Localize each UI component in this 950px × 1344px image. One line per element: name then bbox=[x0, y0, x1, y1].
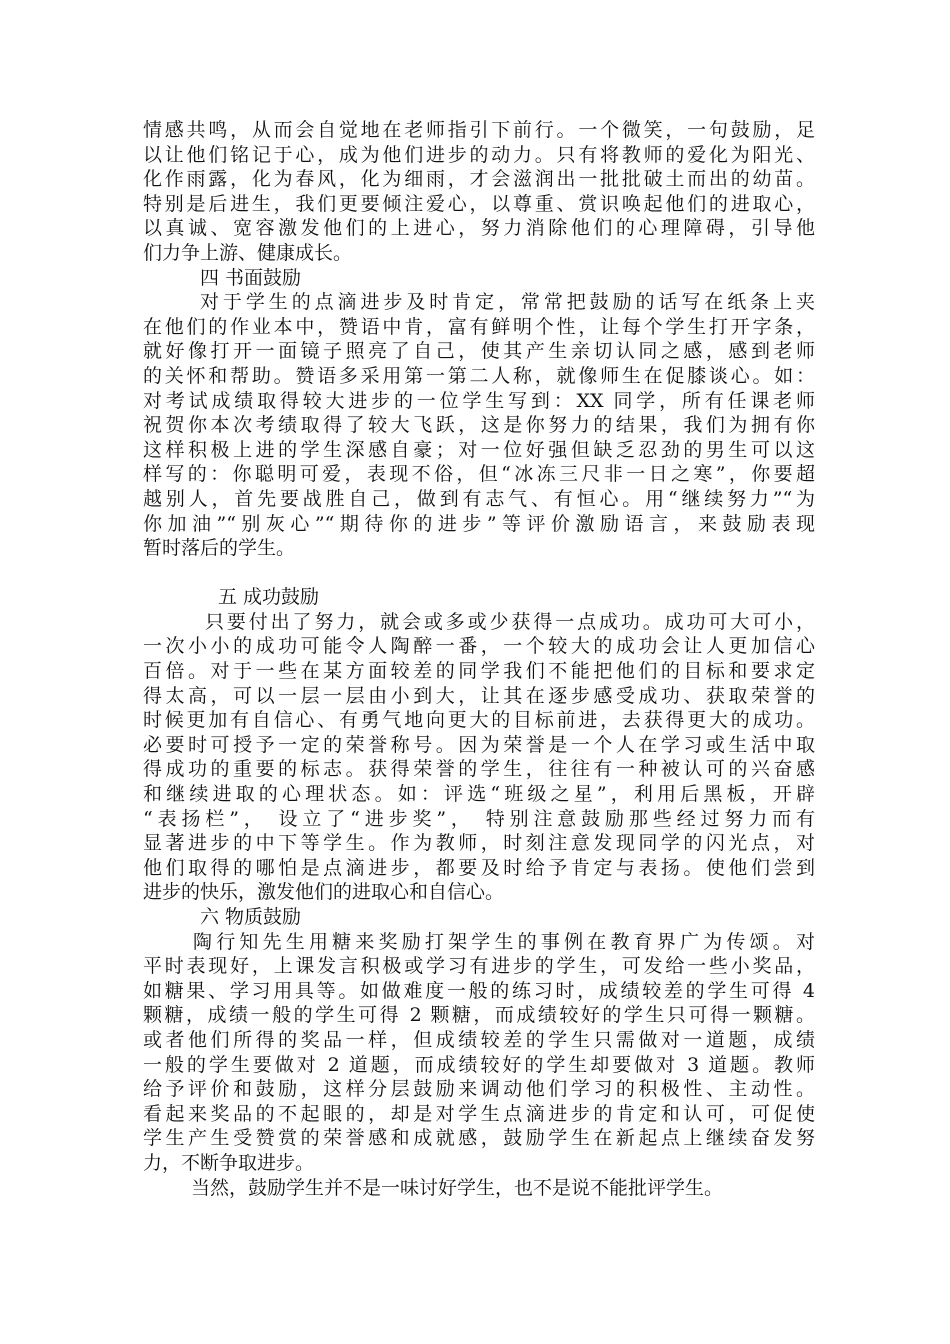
section-heading-written-encouragement: 四 书面鼓励 bbox=[200, 266, 302, 289]
text-line: 他们取得的哪怕是点滴进步，都要及时给予肯定与表扬。使他们尝到 bbox=[143, 856, 815, 879]
text-line: “表扬栏”， 设立了“进步奖”， 特别注意鼓励那些经过努力而有 bbox=[143, 807, 815, 830]
text-line: 显著进步的中下等学生。作为教师，时刻注意发现同学的闪光点，对 bbox=[143, 832, 815, 855]
document-body bbox=[143, 118, 815, 1200]
text-line: 特别是后进生，我们更要倾注爱心，以尊重、赏识唤起他们的进取心， bbox=[143, 192, 815, 215]
text-line: 暂时落后的学生。 bbox=[143, 537, 296, 560]
text-line: 百倍。对于一些在某方面较差的同学我们不能把他们的目标和要求定 bbox=[143, 660, 815, 683]
text-line: 一般的学生要做对 2 道题，而成绩较好的学生却要做对 3 道题。教师 bbox=[143, 1053, 815, 1076]
paragraph-success-encouragement bbox=[143, 610, 815, 905]
text-line: 时候更加有自信心、有勇气地向更大的目标前进，去获得更大的成功。 bbox=[143, 709, 815, 732]
text-line: 对于学生的点滴进步及时肯定，常常把鼓励的话写在纸条上夹 bbox=[200, 291, 815, 314]
text-line: 学生产生受赞赏的荣誉感和成就感，鼓励学生在新起点上继续奋发努 bbox=[143, 1127, 815, 1150]
text-line: 以让他们铭记于心，成为他们进步的动力。只有将教师的爱化为阳光、 bbox=[143, 143, 815, 166]
paragraph-material-encouragement bbox=[143, 930, 815, 1176]
text-line: 化作雨露，化为春风，化为细雨，才会滋润出一批批破土而出的幼苗。 bbox=[143, 168, 815, 191]
text-line: 颗糖，成绩一般的学生可得 2 颗糖，而成绩较好的学生只可得一颗糖。 bbox=[143, 1004, 815, 1027]
text-line: 你加油”“别灰心”“期待你的进步”等评价激励语言，来鼓励表现 bbox=[143, 512, 815, 535]
text-line: 当然，鼓励学生并不是一味讨好学生，也不是说不能批评学生。 bbox=[191, 1176, 724, 1199]
text-line: 的关怀和帮助。赞语多采用第一第二人称，就像师生在促膝谈心。如： bbox=[143, 364, 815, 387]
text-line: 情感共鸣，从而会自觉地在老师指引下前行。一个微笑，一句鼓励，足 bbox=[143, 119, 815, 141]
text-line: 在他们的作业本中，赞语中肯，富有鲜明个性，让每个学生打开字条， bbox=[143, 315, 815, 338]
text-line: 平时表现好，上课发言积极或学习有进步的学生，可发给一些小奖品， bbox=[143, 955, 815, 978]
text-line: 以真诚、宽容激发他们的上进心，努力消除他们的心理障碍，引导他 bbox=[143, 217, 815, 240]
text-line: 或者他们所得的奖品一样，但成绩较差的学生只需做对一道题，成绩 bbox=[143, 1028, 815, 1051]
paragraph-love-encouragement bbox=[143, 118, 815, 266]
text-line: 进步的快乐，激发他们的进取心和自信心。 bbox=[143, 881, 505, 904]
paragraph-conclusion bbox=[143, 1176, 815, 1201]
text-line: 越别人，首先要战胜自己，做到有志气、有恒心。用“继续努力”“为 bbox=[143, 487, 815, 510]
text-line: 给予评价和鼓励，这样分层鼓励来调动他们学习的积极性、主动性。 bbox=[143, 1078, 815, 1101]
section-heading-success-encouragement: 五 成功鼓励 bbox=[218, 586, 320, 609]
text-line: 得成功的重要的标志。获得荣誉的学生，往往有一种被认可的兴奋感 bbox=[143, 758, 815, 781]
text-line: 对考试成绩取得较大进步的一位学生写到：XX 同学，所有任课老师 bbox=[143, 389, 815, 412]
text-line: 样写的：你聪明可爱，表现不俗，但“冰冻三尺非一日之寒”，你要超 bbox=[143, 463, 815, 486]
text-line: 必要时可授予一定的荣誉称号。因为荣誉是一个人在学习或生活中取 bbox=[143, 733, 815, 756]
text-line: 就好像打开一面镜子照亮了自己，使其产生亲切认同之感，感到老师 bbox=[143, 340, 815, 363]
text-line: 力，不断争取进步。 bbox=[143, 1151, 315, 1174]
text-line: 陶行知先生用糖来奖励打架学生的事例在教育界广为传颂。对 bbox=[193, 930, 815, 953]
text-line: 这样积极上进的学生深感自豪；对一位好强但缺乏忍劲的男生可以这 bbox=[143, 438, 815, 461]
paragraph-written-encouragement bbox=[143, 290, 815, 561]
text-line: 和继续进取的心理状态。如：评选“班级之星”，利用后黑板，开辟 bbox=[143, 783, 815, 806]
text-line: 得太高，可以一层一层由小到大，让其在逐步感受成功、获取荣誉的 bbox=[143, 684, 815, 707]
section-heading-material-encouragement: 六 物质鼓励 bbox=[200, 906, 302, 928]
text-line: 看起来奖品的不起眼的，却是对学生点滴进步的肯定和认可，可促使 bbox=[143, 1102, 815, 1125]
text-line: 如糖果、学习用具等。如做难度一般的练习时，成绩较差的学生可得 4 bbox=[143, 979, 815, 1002]
blank-line bbox=[143, 561, 815, 586]
text-line: 一次小小的成功可能令人陶醉一番，一个较大的成功会让人更加信心 bbox=[143, 635, 815, 658]
text-line: 们力争上游、健康成长。 bbox=[143, 241, 353, 264]
text-line: 祝贺你本次考绩取得了较大飞跃，这是你努力的结果，我们为拥有你 bbox=[143, 414, 815, 437]
text-line: 只要付出了努力，就会或多或少获得一点成功。成功可大可小， bbox=[205, 610, 815, 633]
